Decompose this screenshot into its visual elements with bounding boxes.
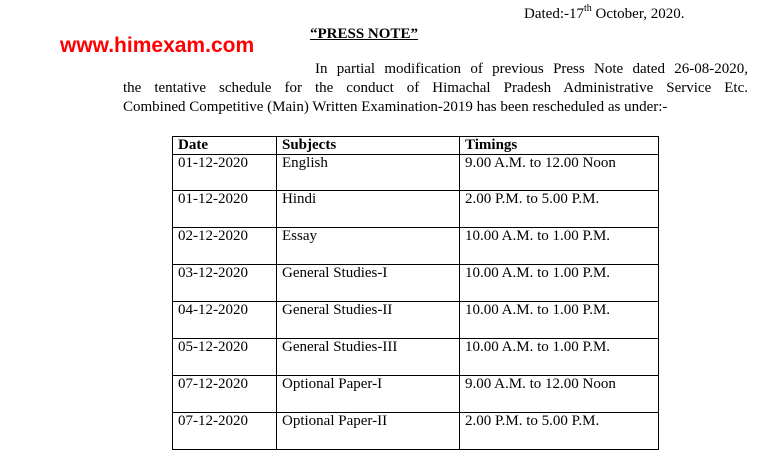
cell-subject: General Studies-III: [277, 339, 460, 376]
cell-timing: 9.00 A.M. to 12.00 Noon: [460, 376, 659, 413]
cell-date: 01-12-2020: [173, 155, 277, 191]
cell-subject: Optional Paper-II: [277, 413, 460, 450]
cell-subject: General Studies-II: [277, 302, 460, 339]
cell-timing: 10.00 A.M. to 1.00 P.M.: [460, 228, 659, 265]
date-suffix: October, 2020.: [591, 6, 685, 22]
paragraph-line-3: Combined Competitive (Main) Written Examination-2019 has been rescheduled as under:-: [123, 99, 668, 115]
cell-timing: 10.00 A.M. to 1.00 P.M.: [460, 339, 659, 376]
table-row: [173, 302, 659, 339]
date-line: [524, 4, 684, 24]
cell-timing: 9.00 A.M. to 12.00 Noon: [460, 155, 659, 191]
cell-subject: Essay: [277, 228, 460, 265]
cell-timing: 10.00 A.M. to 1.00 P.M.: [460, 302, 659, 339]
paragraph-line-2: the tentative schedule for the conduct of Himachal Pradesh Administrative Service Etc.: [123, 80, 748, 96]
header-date: Date: [173, 137, 277, 155]
cell-date: 04-12-2020: [173, 302, 277, 339]
exam-schedule-table: [172, 136, 659, 450]
intro-paragraph: [123, 60, 748, 117]
date-prefix: Dated:-17: [524, 6, 584, 22]
header-subjects: Subjects: [277, 137, 460, 155]
press-note-title: “PRESS NOTE”: [310, 26, 418, 42]
cell-subject: Hindi: [277, 191, 460, 228]
table-row: [173, 228, 659, 265]
table-row: [173, 413, 659, 450]
header-timings: Timings: [460, 137, 659, 155]
table-header-row: [173, 137, 659, 155]
table-row: [173, 339, 659, 376]
table-row: [173, 155, 659, 191]
date-ordinal-suffix: th: [583, 3, 592, 14]
cell-timing: 10.00 A.M. to 1.00 P.M.: [460, 265, 659, 302]
cell-date: 07-12-2020: [173, 413, 277, 450]
cell-timing: 2.00 P.M. to 5.00 P.M.: [460, 191, 659, 228]
table-row: [173, 191, 659, 228]
cell-subject: English: [277, 155, 460, 191]
cell-subject: Optional Paper-I: [277, 376, 460, 413]
cell-date: 01-12-2020: [173, 191, 277, 228]
paragraph-line-1: In partial modification of previous Press Note dated 26-08-2020,: [315, 61, 748, 77]
table-row: [173, 376, 659, 413]
cell-subject: General Studies-I: [277, 265, 460, 302]
cell-timing: 2.00 P.M. to 5.00 P.M.: [460, 413, 659, 450]
cell-date: 03-12-2020: [173, 265, 277, 302]
cell-date: 07-12-2020: [173, 376, 277, 413]
cell-date: 02-12-2020: [173, 228, 277, 265]
cell-date: 05-12-2020: [173, 339, 277, 376]
table-row: [173, 265, 659, 302]
watermark-link: www.himexam.com: [60, 34, 255, 57]
